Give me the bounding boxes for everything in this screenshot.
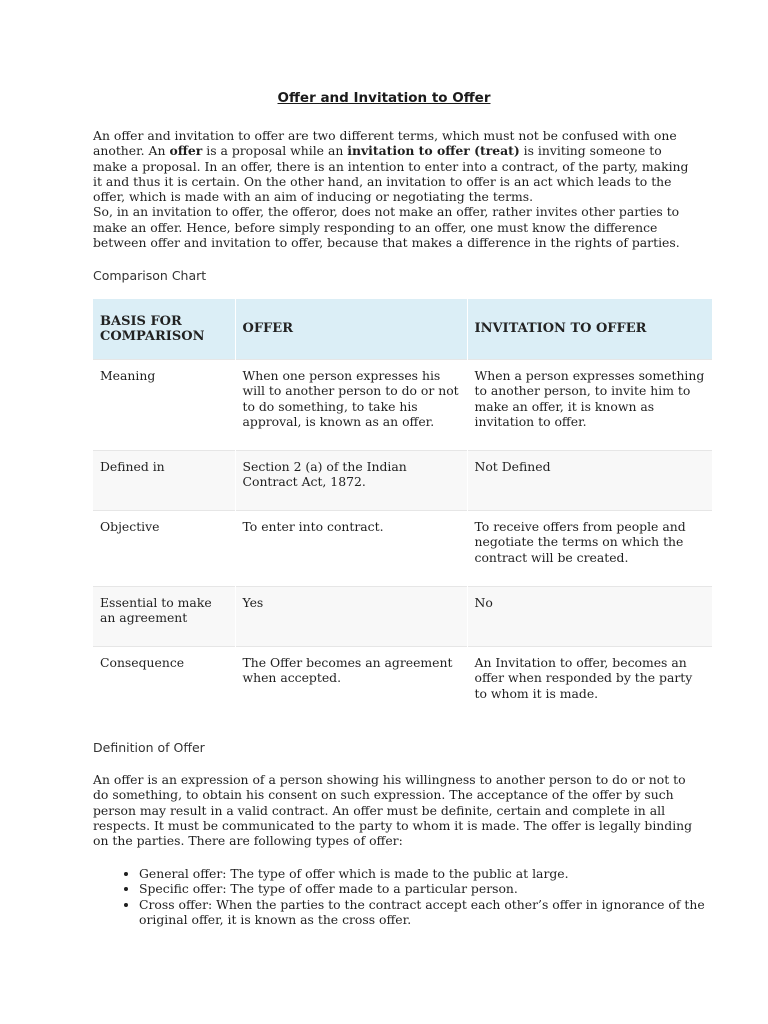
row-invitation-cell: No xyxy=(467,587,712,647)
row-offer-cell: Section 2 (a) of the Indian Contract Act, 1872. xyxy=(235,451,467,511)
row-invitation-cell: Not Defined xyxy=(467,451,712,511)
table-row xyxy=(93,647,712,722)
header-offer: OFFER xyxy=(235,299,467,360)
page-title: Offer and Invitation to Offer xyxy=(277,90,491,106)
header-basis: BASIS FOR COMPARISON xyxy=(93,299,235,360)
row-basis-cell: Consequence xyxy=(93,647,235,722)
definition-paragraph: An offer is an expression of a person showing his willingness to another person to do or not to do something, to obtain his consent on such expression. The acceptance of the offer by such person may result in a valid contract. An offer must be definite, certain and complete in all respects. It must be communicated to the party to whom it is made. The offer is legally binding on the parties. There are following types of offer: xyxy=(93,772,693,849)
intro-text-1: An offer and invitation to offer are two different terms, which must not be confused with one another. An xyxy=(93,128,677,159)
intro-text-3: is inviting someone to make a proposal. In an offer, there is an intention to enter into a contract, of the party, making it and thus it is certain. On the other hand, an invitation to offer is an act which leads to the offer, which is made with an aim of inducing or negotiating the terms. xyxy=(93,143,689,205)
row-basis-cell: Objective xyxy=(93,511,235,587)
list-item: • Specific offer: The type of offer made to a particular person. xyxy=(139,881,739,896)
intro-bold-invitation: invitation to offer (treat) xyxy=(347,143,520,159)
header-invitation: INVITATION TO OFFER xyxy=(467,299,712,360)
row-offer-cell: To enter into contract. xyxy=(235,511,467,587)
intro-text-2: is a proposal while an xyxy=(202,143,348,159)
list-item: • General offer: The type of offer which is made to the public at large. xyxy=(139,866,739,881)
row-offer-cell: Yes xyxy=(235,587,467,647)
row-basis-cell: Defined in xyxy=(93,451,235,511)
comparison-chart-heading: Comparison Chart xyxy=(93,268,207,283)
row-basis-cell: Essential to make an agreement xyxy=(93,587,235,647)
row-basis-cell: Meaning xyxy=(93,360,235,451)
intro-paragraph-2: So, in an invitation to offer, the offeror, does not make an offer, rather invites other parties to make an offer. Hence, before simply responding to an offer, one must know the difference between offer and invitation to offer, because that makes a difference in the rights of parties. xyxy=(93,204,680,251)
intro-paragraph-1 xyxy=(93,128,693,204)
list-item: • Cross offer: When the parties to the contract accept each other’s offer in ignorance of the original offer, it is known as the cross offer. xyxy=(139,897,739,928)
table-header-row xyxy=(93,299,712,360)
table-row xyxy=(93,511,712,587)
comparison-table xyxy=(93,299,712,722)
row-offer-cell: When one person expresses his will to another person to do or not to do something, to take his approval, is known as an offer. xyxy=(235,360,467,451)
offer-types-list xyxy=(93,866,739,927)
intro-bold-offer: offer xyxy=(169,143,203,159)
table-row xyxy=(93,451,712,511)
row-invitation-cell: When a person expresses something to another person, to invite him to make an offer, it is known as invitation to offer. xyxy=(467,360,712,451)
table-row xyxy=(93,587,712,647)
row-invitation-cell: To receive offers from people and negotiate the terms on which the contract will be created. xyxy=(467,511,712,587)
intro-section xyxy=(93,128,693,250)
row-offer-cell: The Offer becomes an agreement when accepted. xyxy=(235,647,467,722)
definition-heading: Definition of Offer xyxy=(93,740,205,755)
table-row xyxy=(93,360,712,451)
row-invitation-cell: An Invitation to offer, becomes an offer when responded by the party to whom it is made. xyxy=(467,647,712,722)
